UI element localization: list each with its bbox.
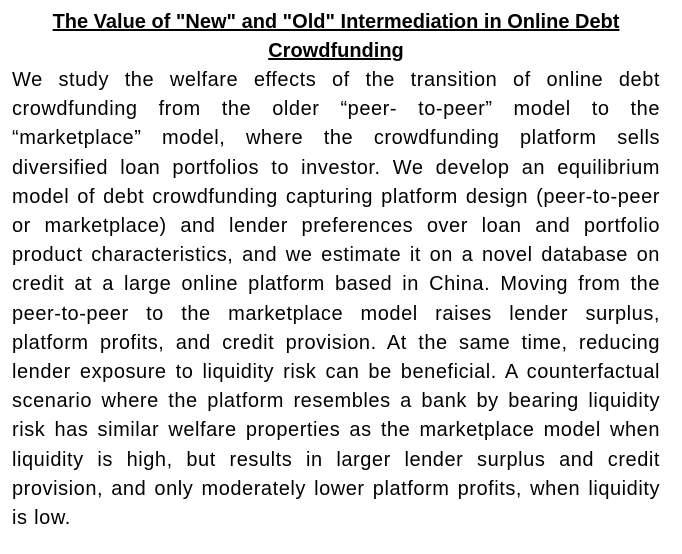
document-page: [12, 8, 660, 533]
abstract-paragraph: We study the welfare effects of the transition of online debt crowdfunding from the older “peer- to-peer” model to the “marketplace” model, where the crowdfunding platform sells diversified loan portfolios to investor. We develop an equilibrium model of debt crowdfunding capturing platform design (peer-to-peer or marketplace) and lender preferences over loan and portfolio product characteristics, and we estimate it on a novel database on credit at a large online platform based in China. Moving from the peer-to-peer to the marketplace model raises lender surplus, platform profits, and credit provision. At the same time, reducing lender exposure to liquidity risk can be beneficial. A counterfactual scenario where the platform resembles a bank by bearing liquidity risk has similar welfare properties as the marketplace model when liquidity is high, but results in larger lender surplus and credit provision, and only moderately lower platform profits, when liquidity is low.: [12, 69, 660, 530]
document-title: The Value of "New" and "Old" Intermediation in Online Debt Crowdfunding: [52, 11, 620, 62]
